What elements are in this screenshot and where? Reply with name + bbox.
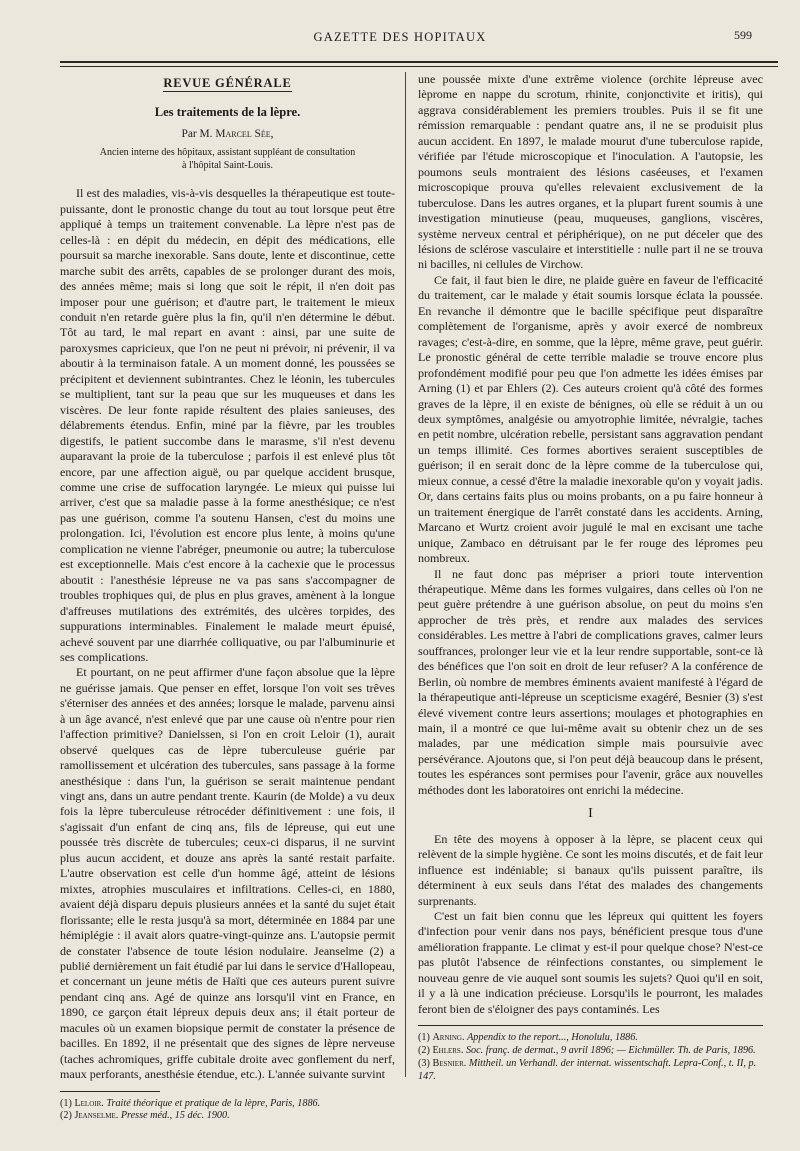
- footnote-rule: [60, 1091, 160, 1092]
- article-title: Les traitements de la lèpre.: [154, 105, 301, 120]
- header-rule: [60, 61, 778, 63]
- page-number: 599: [734, 28, 752, 42]
- byline: Par M. Marcel Sée,: [181, 127, 274, 140]
- footnote-rule: [418, 1025, 763, 1026]
- paragraph: Il est des maladies, vis-à-vis desquelles la thérapeutique est toute-puissante, dont le pronostic change du tout au tout lorsque peut être appliqué à temps un traitement convenable. La lèpre n'est pas de celles-là : en dépit du médecin, en dépit des médications, elle poursuit sa marche inexorable. Sans doute, lente et discontinue, cette marche subit des arrêts, capables de se prolonger durant des mois, des années même; mais si long que soit le répit, il n'en doit pas imposer pour une guérison; et d'autre part, le traitement le mieux conduit n'en retarde guère plus la fin, qu'il n'en détermine le début. Tôt au tard, le mal repart en avant : ainsi, par une suite de paroxysmes capricieux, que l'on ne peut ni prévoir, ni prévenir, il va aboutir à la terminaison fatale. A un moment donné, les poussées se précipitent et deviennent subintrantes. Chez le léonin, les tubercules se multiplient, tant sur la peau que sur les muqueuses et dans les viscères. De leur fonte rapide résultent des plaies sanieuses, des délabrements étendus. Enfin, miné par la fièvre, par les troubles digestifs, le patient succombe dans le marasme, s'il n'est devenu auparavant la proie de la tuberculose ; parfois il est enlevé plus tôt encore, par une affection aiguë, ou par quelque accident brusque, comme une crise de suffocation laryngée. Le mieux qui puisse lui arriver, c'est que sa maladie passe à la forme anesthésique; ce n'est pas une guérison, comme l'a soutenu Hansen, c'est du moins une prolongation. Ici, l'évolution est encore plus lente, à moins qu'une complication ne vienne l'abréger, pneumonie ou autre; la tuberculose est exceptionnelle. Mais c'est encore à la cachexie que le processus aboutit : l'anesthésie lépreuse ne va pas sans s'accompagner de troubles trophiques qui, de plus en plus graves, amènent à la longue d'affreuses mutilations des extrémités, des ulcères torpides, des suppurations interminables. Finalement le malade meurt épuisé, achevé souvent par une diarrhée colliquative, ou par l'albuminurie et ses complications.: [60, 186, 395, 664]
- header-rule-thin: [60, 66, 778, 67]
- author-name: Marcel Sée,: [215, 127, 274, 140]
- footnote: (2) Jeanselme. Presse méd., 15 déc. 1900.: [60, 1110, 230, 1122]
- paragraph: En tête des moyens à opposer à la lèpre, se placent ceux qui relèvent de la simple hygiène. Ce sont les moins discutés, et de fait leur influence est indéniable; si banaux qu'ils puissent paraître, ils déterminent à eux seuls dans l'état des malades des changements surprenants.: [418, 831, 763, 908]
- right-column: [418, 72, 763, 1083]
- column-divider: [405, 72, 406, 1077]
- author-affiliation: Ancien interne des hôpitaux, assistant suppléant de consultation à l'hôpital Saint-Louis.: [99, 147, 356, 172]
- footnote: (3) Besnier. Mittheil. un Verhandl. der internat. wissentschaft. Lepra-Conf., t. II, p. 147.: [418, 1057, 757, 1082]
- paragraph: Ce fait, il faut bien le dire, ne plaide guère en faveur de l'efficacité du traitement, car le malade y était soumis lorsque éclata la poussée. En revanche il démontre que le bacille spécifique peut disparaître complètement de l'organisme, après y avoir exercé de nombreux ravages; c'est-à-dire, en somme, que la lèpre, même grave, peut guérir. Le pronostic général de cette terrible maladie se trouve encore plus profondément modifié pour peu que l'on admette les idées émises par Arning (1) et par Ehlers (2). Ces auteurs croient qu'à côté des formes graves de la lèpre, il en existe de bénignes, où elle se réduit à un ou deux symptômes, analgésie ou amyotrophie limitée, névralgie, taches en petit nombre, ulcération rebelle, persistant sans aggravation pendant un temps illimité. Ces formes abortives seraient susceptibles de guérison; il en serait donc de la lèpre comme de la tuberculose qui, mieux connue, a cessé d'être la maladie inexorable qu'on y voyait jadis. Or, dans certains faits plus ou moins probants, on a pu faire honneur à un traitement énergique de l'arrêt constaté dans les accidents. Arning, Marcano et Wurtz croient avoir jugulé le mal en excisant une tache unique, Zambaco en détruisant par le fer rouge des lépromes peu nombreux.: [418, 272, 763, 566]
- section-numeral: I: [588, 806, 593, 822]
- paragraph: Et pourtant, on ne peut affirmer d'une façon absolue que la lèpre ne guérisse jamais. Que penser en effet, lorsque l'on voit ses trêves s'éterniser des années et des années; lorsque le malade, parvenu ainsi à un âge avancé, n'est enlevé que par une cause où n'entre pour rien l'affection primitive? Danielssen, si l'on en croit Leloir (1), aurait observé quelques cas de lèpre tuberculeuse guérie par ramollissement et ulcération des tubercules, sans passage à la forme anesthésique : dans l'un, la guérison se serait maintenue pendant vingt ans, dans un autre pendant trente. Kaurin (de Molde) a vu deux fois la lèpre tuberculeuse rétrocéder définitivement : une fois, il s'agissait d'un enfant de cinq ans, fils de lépreuse, qui eut une poussée très discrète de tubercules; ceux-ci disparus, il ne survint plus aucun accident, et douze ans après la santé restait parfaite. L'autre observation est celle d'un homme âgé, atteint de lésions mixtes, atrophies musculaires et infiltrations. Celles-ci, en 1880, avaient déjà disparu depuis plusieurs années et la santé du sujet était florissante; elle le resta jusqu'à sa mort, déterminée en 1884 par une hémiplégie : il avait alors quatre-vingt-quinze ans. L'autopsie permit de constater l'absence de toute lésion nodulaire. Jeanselme (2) a publié dernièrement un fait étudié par lui dans le service d'Hallopeau, et concernant un jeune métis de Haïti que ces auteurs purent suivre pendant cinq ans. Agé de quinze ans lorsqu'il vint en France, en 1890, ce garçon était lépreux depuis deux ans; il était porteur de macules où un examen biopsique permit de constater la présence de bacilles. En 1892, il ne présentait que des signes de lèpre nerveuse (taches achromiques, griffe cubitale droite avec gonflement du nerf, maux perforants, anesthésie étendue, etc.). L'année suivante survint: [60, 665, 396, 1082]
- footnote: (1) Arning. Appendix to the report..., Honolulu, 1886.: [418, 1032, 638, 1044]
- section-heading: REVUE GÉNÉRALE: [163, 76, 292, 90]
- paragraph: une poussée mixte d'une extrême violence (orchite lépreuse avec lèprome en nappe du scrotum, rhinite, conjonctivite et iritis), qui aggrava considérablement les premiers troubles. Puis il se fit une rémission remarquable : pendant quatre ans, il ne se produisit plus aucun accident. En 1897, le malade mourut d'une tuberculose rapide, vérifiée par l'étude microscopique et l'inoculation. A l'autopsie, les poumons seuls montraient des lésions caséeuses, et l'examen microscopique prouva qu'elles relevaient exclusivement de la tuberculose. Dans les autres organes, et la plupart furent soumis à une investigation minutieuse (peau, muqueuses, ganglions, viscères, système nerveux central et périphérique), on ne put déceler que des lésions de sclérose vasculaire et interstitielle : nulle part il ne se trouva ni bacilles, ni cellules de Virchow.: [418, 72, 763, 272]
- running-header: GAZETTE DES HOPITAUX: [313, 30, 487, 44]
- left-column: [60, 72, 395, 1123]
- footnote: (2) Ehlers. Soc. franç. de dermat., 9 avril 1896; — Eichmüller. Th. de Paris, 1896.: [418, 1044, 756, 1056]
- footnote: (1) Leloir. Traité théorique et pratique de la lèpre, Paris, 1886.: [60, 1097, 321, 1109]
- paragraph: Il ne faut donc pas mépriser a priori toute intervention thérapeutique. Même dans les formes vulgaires, dans celles où l'on ne peut guère prétendre à une guérison absolue, on peut du moins s'en approcher de très près, et rendre aux malades des services considérables. Les mettre à l'abri de complications graves, calmer leurs souffrances, prolonger leur vie et la leur rendre supportable, sont-ce là des bénéfices que l'on soit en droit de leur refuser? A la conférence de Berlin, où nombre de membres éminents avaient manifesté à l'égard de la thérapeutique anti-lépreuse un scepticisme exagéré, Besnier (3) s'est élevé vivement contre leurs assertions; moulages et photographies en main, il a montré ce que lui-même avait su obtenir chez un de ses malades, par une médication simple mais poursuivie avec persévérance. Ajoutons que, si l'on peut déjà beaucoup dans le présent, toutes les espérances sont permises pour l'avenir, grâce aux nouvelles méthodes dont les laboratoires ont enrichi la médecine.: [418, 566, 763, 797]
- paragraph: C'est un fait bien connu que les lépreux qui quittent les foyers d'infection pour venir dans nos pays, bénéficient presque tous d'une amélioration frappante. Le climat y est-il pour quelque chose? N'est-ce pas plutôt l'absence de réinfections constantes, ou simplement le nouveau genre de vie auquel sont soumis les sujets? Quoi qu'il en soit, il y a là une indication précieuse. Lorsqu'ils le pourront, les malades feront bien de s'éloigner des pays contaminés. Les: [418, 909, 763, 1016]
